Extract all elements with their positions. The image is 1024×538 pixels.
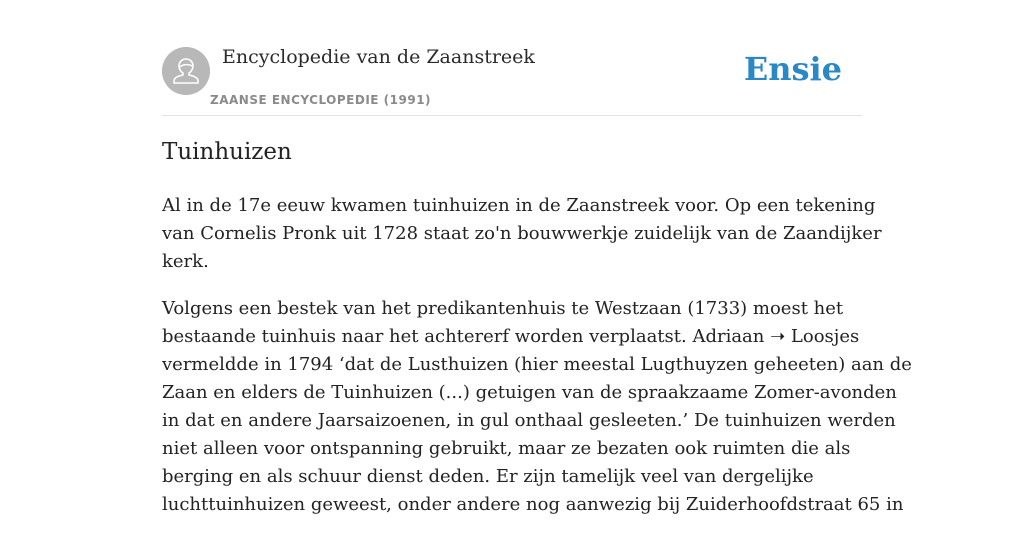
paragraph-1 [162, 192, 882, 276]
link-loosjes[interactable] [770, 326, 859, 347]
link-text: Loosjes [785, 326, 860, 347]
brand-logo-link[interactable]: Ensie [743, 50, 842, 88]
article-title: Tuinhuizen [162, 139, 292, 165]
text-line: berging en als schuur dienst deden. Er zijn tamelijk veel van dergelijke [162, 466, 814, 487]
text-line: Al in de 17e eeuw kwamen tuinhuizen in de Zaanstreek voor. Op een tekening [162, 195, 876, 216]
text-line: Zaan en elders de Tuinhuizen (...) getuigen van de spraakzaame Zomer-avonden [162, 382, 897, 403]
text-line: in dat en andere Jaarsaizoenen, in gul onthaal gesleeten.’ De tuinhuizen werden [162, 410, 896, 431]
source-header [162, 40, 862, 116]
text-line: van Cornelis Pronk uit 1728 staat zo'n bouwwerkje zuidelijk van de Zaandijker [162, 223, 882, 244]
source-subtitle: ZAANSE ENCYCLOPEDIE (1991) [210, 93, 432, 107]
text-line: niet alleen voor ontspanning gebruikt, maar ze bezaten ook ruimten die als [162, 438, 851, 459]
text-line: vermeldde in 1794 ‘dat de Lusthuizen (hier meestal Lugthuyzen geheeten) aan de [162, 354, 912, 375]
user-icon[interactable] [162, 47, 210, 95]
text-line: luchttuinhuizen geweest, onder andere nog aanwezig bij Zuiderhoofdstraat 65 in [162, 494, 904, 515]
paragraph-2 [162, 295, 912, 519]
source-title-link[interactable]: Encyclopedie van de Zaanstreek [222, 46, 535, 68]
text-line: kerk. [162, 251, 209, 272]
text-segment: bestaande tuinhuis naar het achtererf worden verplaatst. Adriaan [162, 326, 771, 347]
text-line: Volgens een bestek van het predikantenhuis te Westzaan (1733) moest het [162, 298, 844, 319]
text-line [162, 323, 862, 351]
article-body [162, 192, 912, 538]
link-arrow-icon: ➝ [770, 326, 786, 347]
